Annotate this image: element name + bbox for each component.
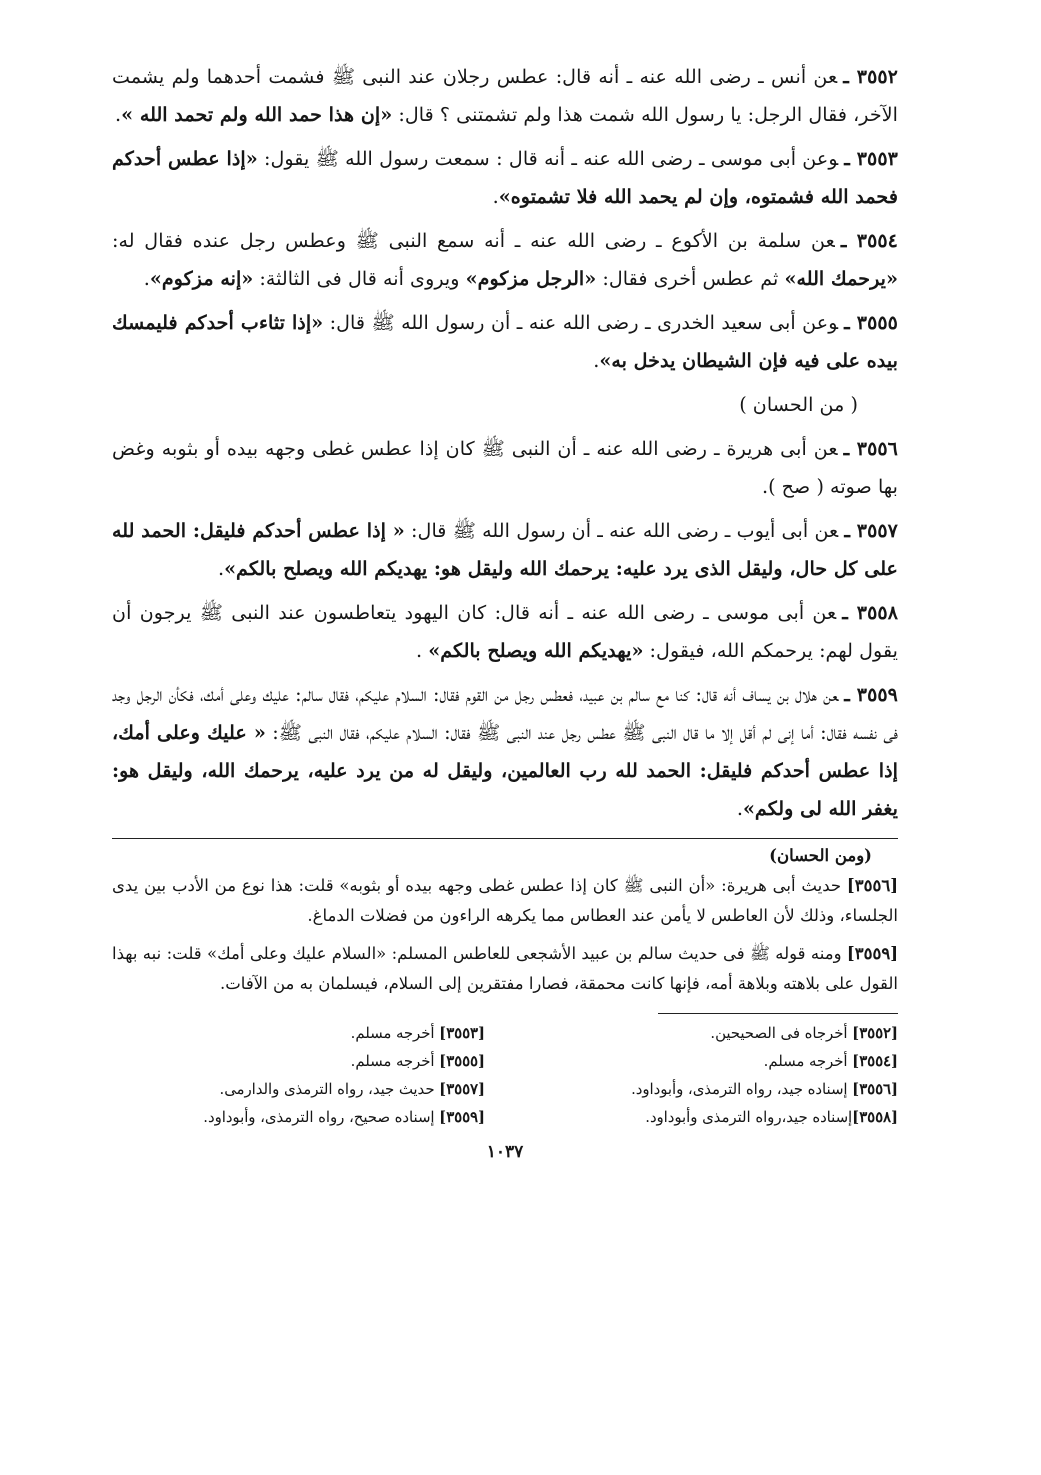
page-number: ١٠٣٧ bbox=[486, 1142, 524, 1162]
hadith-number: ٣٥٥٢ ـ bbox=[843, 65, 898, 88]
reference-item: [٣٥٥٩] إسناده صحيح، رواه الترمذى، وأبوداود. bbox=[203, 1109, 485, 1126]
hadith-text: وعن أبى سعيد الخدرى ـ رضى الله عنه ـ أن رسول الله ﷺ قال: bbox=[323, 311, 839, 334]
reference-item: [٣٥٥٥] أخرجه مسلم. bbox=[350, 1053, 485, 1070]
hasan-section-note: ( من الحسان ) bbox=[739, 393, 858, 416]
hadith-text: عن سلمة بن الأكوع ـ رضى الله عنه ـ أنه سمع النبى ﷺ وعطس رجل عنده فقال له: bbox=[112, 229, 835, 252]
hadith-quote: « عليك وعلى أمك، إذا عطس أحدكم فليقل: الحمد لله رب العالمين، وليقل له من يرد عليه، يرحمك الله، وليقل هو: يغفر الله لى ولكم» bbox=[112, 721, 898, 820]
commentary-paragraph: [٣٥٥٩] ومنه قوله ﷺ فى حديث سالم بن عبيد الأشجعى للعاطس المسلم: «السلام عليك وعلى أمك» قلت: نبه بهذا القول على بلاهته وبلاهة أمه، فإنها كانت محمقة، فصارا مفتقرين إلى السلام، فيسلمان به من الآفات. bbox=[112, 944, 898, 993]
hadith-number: ٣٥٥٨ ـ bbox=[842, 601, 899, 624]
hadith-number: ٣٥٥٤ ـ bbox=[840, 229, 898, 252]
hadith-quote: «إذا تثاءب أحدكم فليمسك بيده على فيه فإن الشيطان يدخل به» bbox=[112, 311, 898, 372]
commentary-ref: [٣٥٥٦] bbox=[846, 876, 898, 895]
commentary-heading: (ومن الحسان) bbox=[769, 846, 872, 865]
reference-item: [٣٥٥٨]إسناده جيد،رواه الترمذى وأبوداود. bbox=[645, 1109, 898, 1126]
commentary-paragraph: [٣٥٥٦] حديث أبى هريرة: «أن النبى ﷺ كان إذا عطس غطى وجهه بيده أو بثوبه» قلت: هذا نوع من الأدب بين يدى الجلساء، وذلك لأن العاطس لا يأمن عند العطاس مما يكرهه الراءون من فضلات الدماغ. bbox=[112, 876, 898, 925]
hadith-quote: «يهديكم الله ويصلح بالكم» bbox=[428, 639, 644, 662]
hadith-text: عن هلال بن يساف أنه قال: كنا مع سالم بن عبيد، فعطس رجل من القوم فقال: السلام عليكم، فقال سالم: عليك وعلى أمك، فكأن الرجل وجد فى نفسه فقال: أما إنى لم أقل إلا ما قال النبى ﷺ عطس رجل عند النبى ﷺ فقال: السلام عليكم، فقال النبى ﷺ: bbox=[112, 683, 898, 744]
hadith-text: عن أنس ـ رضى الله عنه ـ أنه قال: عطس رجلان عند النبى ﷺ فشمت أحدهما ولم يشمت الآخر، فقال الرجل: يا رسول الله شمت هذا ولم تشمتنى ؟ قال: bbox=[112, 65, 898, 126]
references-list bbox=[112, 1020, 898, 1132]
reference-item: [٣٥٥٧] حديث جيد، رواه الترمذى والدارمى. bbox=[219, 1081, 485, 1098]
hadith-text: عن أبى هريرة ـ رضى الله عنه ـ أن النبى ﷺ كان إذا عطس غطى وجهه بيده أو بثوبه وغض بها صوته ( صح ). bbox=[112, 437, 898, 498]
section-divider bbox=[112, 838, 898, 839]
hadith-quote: «إذا عطس أحدكم فحمد الله فشمتوه، وإن لم يحمد الله فلا تشمتوه» bbox=[112, 147, 898, 208]
hadith-quote: « إذا عطس أحدكم فليقل: الحمد لله على كل حال، وليقل الذى يرد عليه: يرحمك الله وليقل هو: يهديكم الله ويصلح بالكم» bbox=[112, 519, 898, 580]
reference-item: [٣٥٥٢] أخرجاه فى الصحيحين. bbox=[710, 1025, 898, 1042]
reference-item: [٣٥٥٦] إسناده جيد، رواه الترمذى، وأبوداود. bbox=[631, 1081, 898, 1098]
hadith-3559: ٣٥٥٩ ـعن هلال بن يساف أنه قال: كنا مع سالم بن عبيد، فعطس رجل من القوم فقال: السلام عليكم، فقال سالم: عليك وعلى أمك، فكأن الرجل وجد فى نفسه فقال: أما إنى لم أقل إلا ما قال النبى ﷺ عطس رجل عند النبى ﷺ فقال: السلام عليكم، فقال النبى ﷺ: « عليك وعلى أمك، إذا عطس أحدكم فليقل: الحمد لله رب العالمين، وليقل له من يرد عليه، يرحمك الله، وليقل هو: يغفر الله لى ولكم». bbox=[112, 683, 898, 820]
footnote-divider bbox=[658, 1013, 898, 1014]
hadith-3556 bbox=[112, 430, 898, 506]
hadith-number: ٣٥٥٥ ـ bbox=[844, 311, 898, 334]
hadith-text: وعن أبى موسى ـ رضى الله عنه ـ أنه قال : سمعت رسول الله ﷺ يقول: bbox=[257, 147, 839, 170]
hadith-text: عن أبى موسى ـ رضى الله عنه ـ أنه قال: كان اليهود يتعاطسون عند النبى ﷺ يرجون أن يقول لهم: يرحمكم الله، فيقول: bbox=[112, 601, 898, 662]
reference-item: [٣٥٥٣] أخرجه مسلم. bbox=[350, 1025, 485, 1042]
hadith-quote: «الرجل مزكوم» bbox=[465, 267, 597, 290]
hadith-number: ٣٥٥٩ ـ bbox=[844, 683, 898, 706]
hadith-quote: «يرحمك الله» bbox=[784, 267, 898, 290]
hadith-number: ٣٥٥٣ ـ bbox=[844, 147, 898, 170]
hadith-3553: ٣٥٥٣ ـوعن أبى موسى ـ رضى الله عنه ـ أنه قال : سمعت رسول الله ﷺ يقول: «إذا عطس أحدكم فحمد الله فشمتوه، وإن لم يحمد الله فلا تشمتوه». bbox=[112, 147, 898, 208]
reference-item: [٣٥٥٤] أخرجه مسلم. bbox=[763, 1053, 898, 1070]
hadith-3554: ٣٥٥٤ ـعن سلمة بن الأكوع ـ رضى الله عنه ـ أنه سمع النبى ﷺ وعطس رجل عنده فقال له: «يرحمك الله» ثم عطس أخرى فقال: «الرجل مزكوم» ويروى أنه قال فى الثالثة: «إنه مزكوم». bbox=[112, 229, 898, 290]
commentary-ref: [٣٥٥٩] bbox=[846, 944, 898, 963]
hadith-3552: ٣٥٥٢ ـعن أنس ـ رضى الله عنه ـ أنه قال: عطس رجلان عند النبى ﷺ فشمت أحدهما ولم يشمت الآخر، فقال الرجل: يا رسول الله شمت هذا ولم تشمتنى ؟ قال: «إن هذا حمد الله ولم تحمد الله ». bbox=[112, 65, 898, 126]
hadith-3557: ٣٥٥٧ ـعن أبى أيوب ـ رضى الله عنه ـ أن رسول الله ﷺ قال: « إذا عطس أحدكم فليقل: الحمد لله على كل حال، وليقل الذى يرد عليه: يرحمك الله وليقل هو: يهديكم الله ويصلح بالكم». bbox=[112, 519, 898, 580]
hadith-number: ٣٥٥٧ ـ bbox=[844, 519, 898, 542]
hadith-number: ٣٥٥٦ ـ bbox=[843, 437, 898, 460]
hadith-text: عن أبى أيوب ـ رضى الله عنه ـ أن رسول الله ﷺ قال: bbox=[404, 519, 839, 542]
hadith-3558: ٣٥٥٨ ـعن أبى موسى ـ رضى الله عنه ـ أنه قال: كان اليهود يتعاطسون عند النبى ﷺ يرجون أن يقول لهم: يرحمكم الله، فيقول: «يهديكم الله ويصلح بالكم» . bbox=[112, 601, 899, 662]
page-body bbox=[112, 58, 898, 1162]
hadith-3555: ٣٥٥٥ ـوعن أبى سعيد الخدرى ـ رضى الله عنه ـ أن رسول الله ﷺ قال: «إذا تثاءب أحدكم فليمسك بيده على فيه فإن الشيطان يدخل به». bbox=[112, 311, 898, 372]
hadith-quote: «إن هذا حمد الله ولم تحمد الله » bbox=[121, 103, 393, 126]
hadith-quote: «إنه مزكوم» bbox=[149, 267, 254, 290]
